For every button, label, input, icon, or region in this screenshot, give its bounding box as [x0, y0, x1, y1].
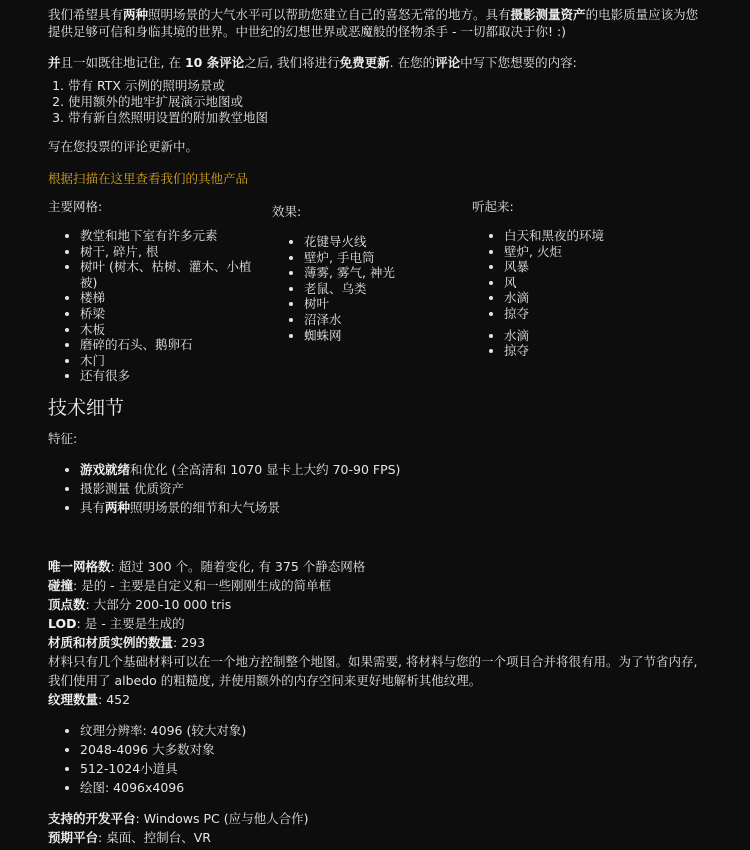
spec-collision — [48, 576, 708, 595]
list-item: • 水滴 — [504, 328, 692, 344]
list-item: • 木板 — [80, 322, 268, 338]
spec-lod — [48, 614, 708, 633]
spec-value: : Windows PC (应与他人合作) — [135, 811, 309, 826]
list-item: 2. 使用额外的地牢扩展演示地图或 — [68, 94, 708, 110]
update-text: 中写下您想要的内容: — [460, 55, 577, 70]
specs-block — [48, 557, 708, 709]
effects-heading: 效果: — [272, 204, 302, 219]
spec-label: 纹理数量 — [48, 692, 99, 707]
meshes-column — [48, 198, 268, 384]
list-item: • 教堂和地下室有许多元素 — [80, 228, 268, 244]
spec-label: 材质和材质实例的数量 — [48, 635, 174, 650]
spec-value: : 大部分 200-10 000 tris — [85, 597, 232, 612]
sounds-column — [472, 198, 692, 359]
spec-label: 碰撞 — [48, 578, 74, 593]
sounds-list — [472, 228, 692, 322]
spec-unique-meshes — [48, 557, 708, 576]
list-item: • 磨碎的石头、鹅卵石 — [80, 337, 268, 353]
sounds-list-extra — [472, 328, 692, 359]
list-item: • 老鼠、乌类 — [304, 281, 452, 297]
feature-text: 具有 — [80, 500, 106, 515]
update-emphasis: 免费更新 — [339, 55, 390, 70]
texture-resolution-list — [48, 721, 708, 797]
spec-materials — [48, 633, 708, 652]
spec-value: : 超过 300 个。随着变化, 有 375 个静态网格 — [110, 559, 366, 574]
list-item: • 楼梯 — [80, 290, 268, 306]
update-text: 且一如既往地记住 — [60, 55, 161, 70]
meshes-heading: 主要网格: — [48, 199, 103, 214]
spec-label: 唯一网格数 — [48, 559, 111, 574]
spec-label: 顶点数 — [48, 597, 86, 612]
list-item: • 树干, 碎片, 根 — [80, 244, 268, 260]
list-item: • 还有很多 — [80, 368, 268, 384]
list-item: • 壁炉, 手电筒 — [304, 250, 452, 266]
update-emphasis: 并 — [48, 55, 61, 70]
feature-emphasis: 游戏就绪 — [80, 462, 131, 477]
update-text: 之后, 我们将进行 — [244, 55, 340, 70]
list-item: • 花键导火线 — [304, 234, 452, 250]
features-label: 特征: — [48, 431, 78, 446]
other-products-link[interactable]: 根据扫描在这里查看我们的其他产品 — [48, 171, 249, 186]
list-item: • 纹理分辨率: 4096 (较大对象) — [80, 721, 708, 740]
list-item: • 风暴 — [504, 259, 692, 275]
list-item: • 绘图: 4096x4096 — [80, 778, 708, 797]
feature-emphasis: 两种 — [105, 500, 131, 515]
tech-details-heading: 技术细节 — [48, 397, 125, 419]
list-item: • 沼泽水 — [304, 312, 452, 328]
spec-dev-platform — [48, 809, 708, 828]
list-item — [80, 460, 708, 479]
list-item: 1. 带有 RTX 示例的照明场景或 — [68, 78, 708, 94]
spec-label: LOD — [48, 616, 77, 631]
product-description — [48, 6, 708, 847]
list-item: 3. 带有新自然照明设置的附加教堂地图 — [68, 110, 708, 126]
spec-value: : 452 — [98, 692, 131, 707]
list-item: • 掠夺 — [504, 343, 692, 359]
spec-label: 预期平台 — [48, 830, 99, 845]
spec-target-platform — [48, 828, 708, 847]
vote-note: 写在您投票的评论更新中。 — [48, 139, 199, 154]
features-list — [48, 460, 708, 517]
list-item: • 壁炉, 火炬 — [504, 244, 692, 260]
content-columns — [48, 198, 708, 384]
spec-value: : 293 — [173, 635, 206, 650]
meshes-list — [48, 228, 268, 384]
list-item: • 白天和黑夜的环境 — [504, 228, 692, 244]
intro-emphasis: 两种 — [123, 7, 149, 22]
list-item: • 木门 — [80, 353, 268, 369]
intro-paragraph — [48, 6, 708, 40]
sounds-heading: 听起来: — [472, 199, 514, 214]
intro-text: 的电影质量应该为您提供足够可信和身临其境的世界。中世纪的幻想世界或恶魔般的怪物杀手 - 一切都取决于你! :) — [48, 7, 699, 39]
update-emphasis: 10 条评论 — [184, 55, 245, 70]
list-item: • 桥梁 — [80, 306, 268, 322]
feature-text: 和优化 (全高清和 1070 显卡上大约 70-90 FPS) — [130, 462, 401, 477]
spec-label: 支持的开发平台 — [48, 811, 136, 826]
spec-vertex-count — [48, 595, 708, 614]
spec-value: : 桌面、控制台、VR — [98, 830, 211, 845]
effects-column — [272, 203, 452, 343]
list-item: • 掠夺 — [504, 306, 692, 322]
list-item: • 蜘蛛网 — [304, 328, 452, 344]
list-item: • 水滴 — [504, 290, 692, 306]
update-text: , 在 — [160, 55, 185, 70]
list-item: • 风 — [504, 275, 692, 291]
update-text: . 在您的 — [389, 55, 436, 70]
platform-block — [48, 809, 708, 847]
intro-emphasis: 摄影测量资产 — [510, 7, 586, 22]
intro-text: 我们希望具有 — [48, 7, 124, 22]
list-item: • 2048-4096 大多数对象 — [80, 740, 708, 759]
list-item: • 512-1024小道具 — [80, 759, 708, 778]
spec-value: : 是 - 主要是生成的 — [76, 616, 185, 631]
spec-texture-count — [48, 690, 708, 709]
update-emphasis: 评论 — [435, 55, 461, 70]
update-options-list — [48, 78, 708, 126]
feature-text: 照明场景的细节和大气场景 — [130, 500, 281, 515]
spec-materials-note: 材料只有几个基础材料可以在一个地方控制整个地图。如果需要, 将材料与您的一个项目合并将很有用。为了节省内存, 我们使用了 albedo 的粗糙度, 并使用额外的内存空间来更好地解析其他纹理。 — [48, 654, 698, 688]
list-item: • 摄影测量 优质资产 — [80, 479, 708, 498]
list-item: • 树叶 (树木、枯树、灌木、小植被) — [80, 259, 268, 290]
intro-text: 照明场景的大气水平可以帮助您建立自己的喜怒无常的地方。具有 — [148, 7, 511, 22]
list-item: • 树叶 — [304, 296, 452, 312]
list-item: • 薄雾, 雾气, 神光 — [304, 265, 452, 281]
spec-value: : 是的 - 主要是自定义和一些刚刚生成的简单框 — [73, 578, 332, 593]
update-paragraph — [48, 54, 708, 72]
effects-list — [272, 234, 452, 343]
list-item — [80, 498, 708, 517]
